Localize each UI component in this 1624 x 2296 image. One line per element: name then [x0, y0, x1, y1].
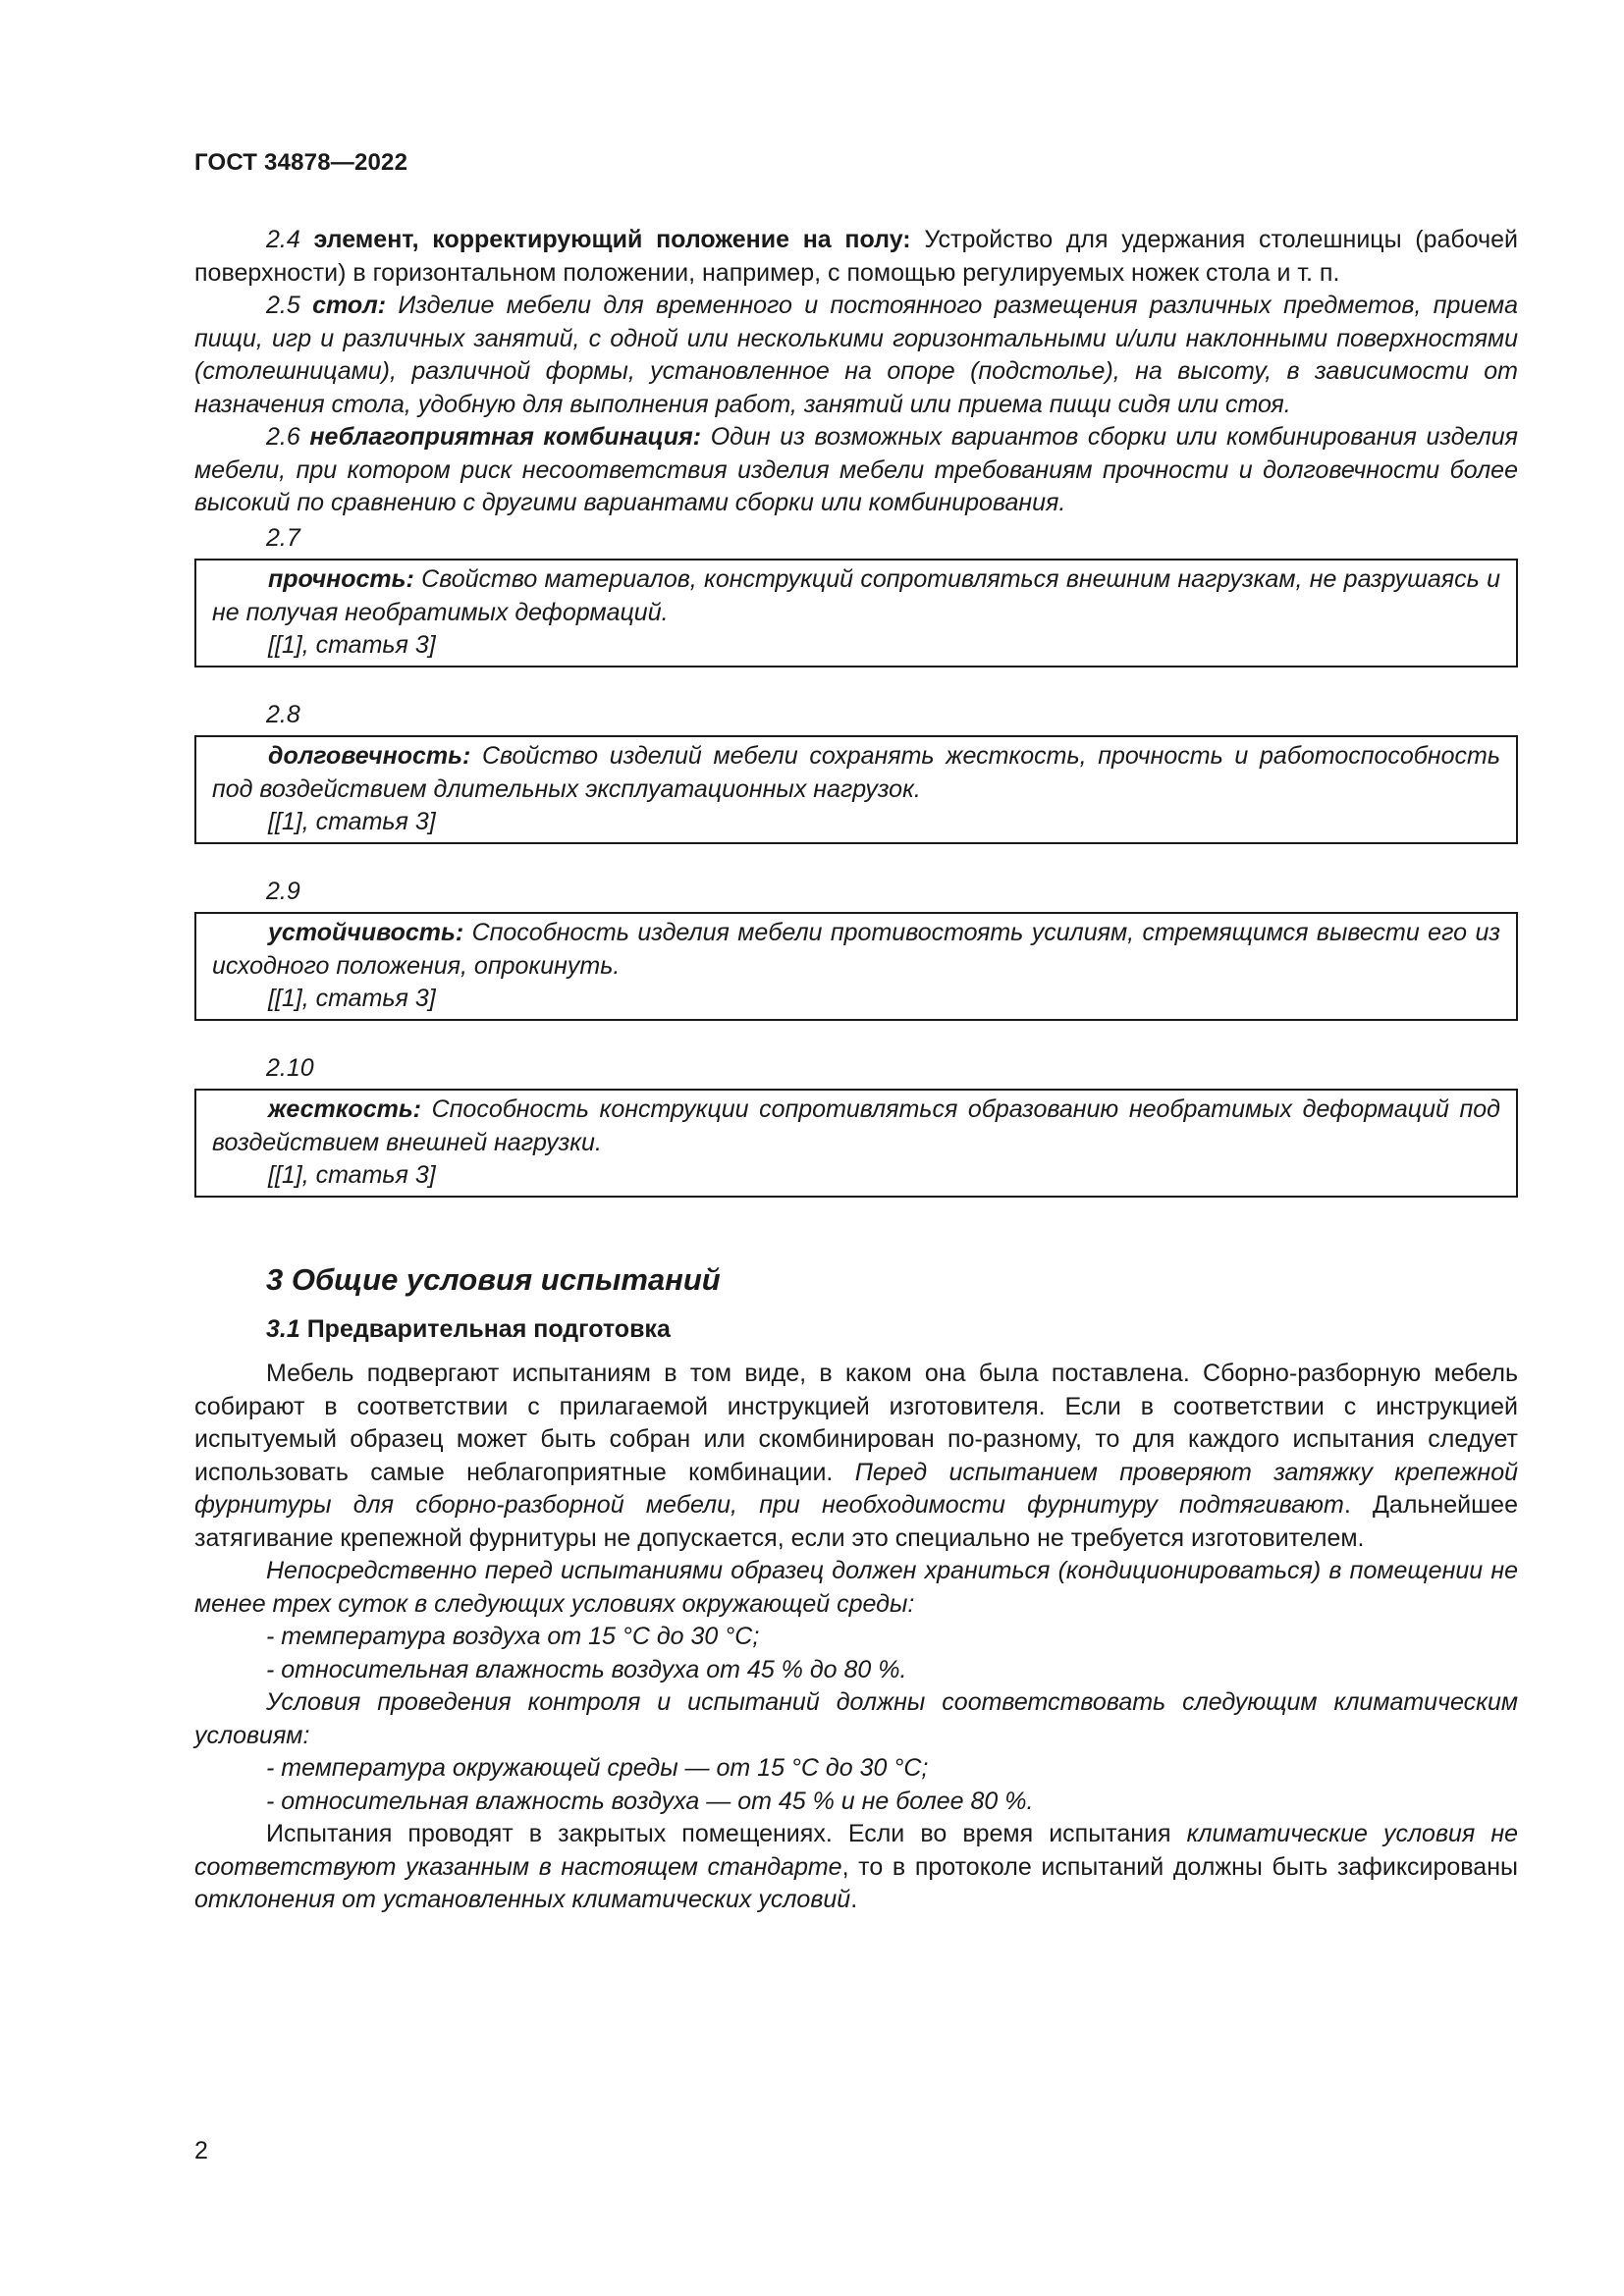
term-2-10-number: 2.10	[266, 1053, 314, 1082]
term-2-9-number: 2.9	[266, 877, 300, 905]
subsection-3-1-title: 3.1 Предварительная подготовка	[266, 1314, 671, 1343]
document-code-header: ГОСТ 34878—2022	[194, 149, 408, 176]
term-2-6: 2.6 неблагоприятная комбинация: Один из возможных вариантов сборки или комбинирования изделия мебели, при котором риск несоответствия изделия мебели требованиям прочности и долговечности более высокий по сравнению с другими вариантами сборки или комбинирования.	[194, 423, 1518, 516]
term-2-10-box	[194, 1089, 1518, 1198]
paragraph-climate: Условия проведения контроля и испытаний должны соответствовать следующим климатическим условиям:	[194, 1688, 1518, 1749]
term-2-7-definition: прочность: Свойство материалов, конструкций сопротивляться внешним нагрузкам, не разрушаясь и не получая необратимых деформаций.	[212, 565, 1500, 626]
term-2-10-definition: жесткость: Способность конструкции сопротивляться образованию необратимых деформаций под воздействием внешней нагрузки.	[212, 1095, 1500, 1156]
term-2-9-definition: устойчивость: Способность изделия мебели противостоять усилиям, стремящимся вывести его из исходного положения, опрокинуть.	[212, 919, 1500, 980]
term-2-8-reference: [[1], статья 3]	[268, 808, 436, 835]
paragraph-preparation: Мебель подвергают испытаниям в том виде, в каком она была поставлена. Сборно-разборную мебель собирают в соответствии с прилагаемой инструкцией изготовителя. Если в соответствии с инструкцией испытуемый образец может быть собран или скомбинирован по-разному, то для каждого испытания следует использовать самые неблагоприятные комбинации. Перед испытанием проверяют затяжку крепежной фурнитуры для сборно-разборной мебели, при необходимости фурнитуру подтягивают. Дальнейшее затягивание крепежной фурнитуры не допускается, если это специально не требуется изготовителем.	[194, 1360, 1518, 1552]
list-item: - относительная влажность воздуха от 45 % до 80 %.	[266, 1655, 907, 1683]
term-2-10-reference: [[1], статья 3]	[268, 1161, 436, 1189]
term-2-8-box	[194, 735, 1518, 844]
term-2-4: 2.4 элемент, корректирующий положение на полу: Устройство для удержания столешницы (рабочей поверхности) в горизонтальном положении, например, с помощью регулируемых ножек стола и т. п.	[194, 226, 1518, 287]
term-2-7-number: 2.7	[266, 523, 300, 552]
paragraph-conditioning: Непосредственно перед испытаниями образец должен храниться (кондиционироваться) в помещении не менее трех суток в следующих условиях окружающей среды:	[194, 1557, 1518, 1618]
paragraph-indoor-testing: Испытания проводят в закрытых помещениях. Если во время испытания климатические условия не соответствуют указанным в настоящем стандарте, то в протоколе испытаний должны быть зафиксированы отклонения от установленных климатических условий.	[194, 1820, 1518, 1913]
term-2-9-reference: [[1], статья 3]	[268, 985, 436, 1012]
term-2-8-number: 2.8	[266, 700, 300, 728]
list-item: - температура окружающей среды — от 15 °С до 30 °С;	[266, 1754, 929, 1782]
list-item: - температура воздуха от 15 °С до 30 °С;	[266, 1623, 760, 1650]
term-2-7-reference: [[1], статья 3]	[268, 631, 436, 659]
term-2-7-box	[194, 559, 1518, 667]
list-item: - относительная влажность воздуха — от 45 % и не более 80 %.	[266, 1787, 1034, 1815]
term-2-8-definition: долговечность: Свойство изделий мебели сохранять жесткость, прочность и работоспособность под воздействием длительных эксплуатационных нагрузок.	[212, 742, 1500, 803]
section-3-title: 3 Общие условия испытаний	[266, 1261, 721, 1297]
document-body	[194, 224, 1518, 1917]
term-2-9-box	[194, 912, 1518, 1021]
term-2-5: 2.5 стол: Изделие мебели для временного и постоянного размещения различных предметов, приема пищи, игр и различных занятий, с одной или несколькими горизонтальными и/или наклонными поверхностями (столешницами), различной формы, установленное на опоре (подстолье), на высоту, в зависимости от назначения стола, удобную для выполнения работ, занятий или приема пищи сидя или стоя.	[194, 292, 1518, 418]
page-number: 2	[194, 2137, 208, 2164]
